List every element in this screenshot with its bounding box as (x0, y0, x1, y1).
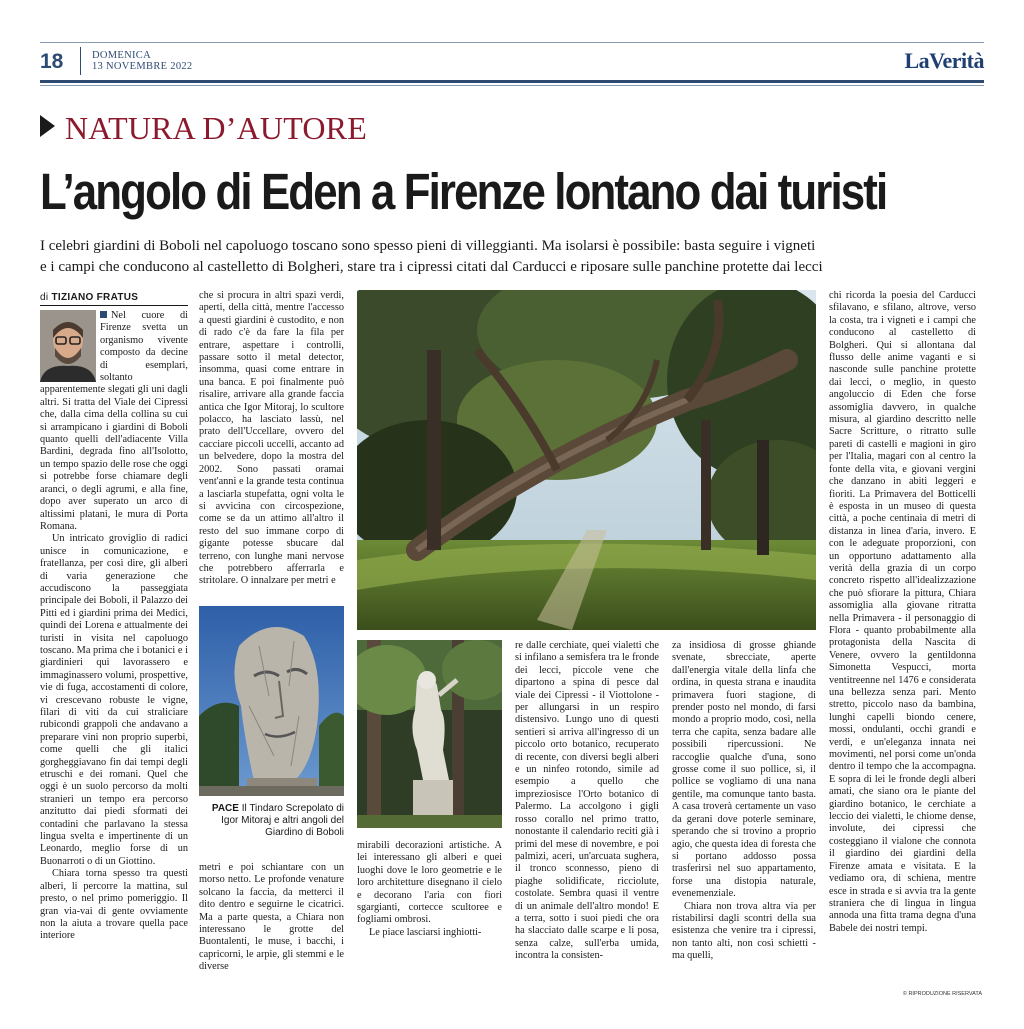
paragraph: mirabili decorazioni artistiche. A lei interessano gli alberi e quei luoghi dove le loro geometrie e le loro architetture disegnano il cielo e decorano l'aria con fiori sgargianti, cortecce scultoree e fogliami ombrosi. (357, 840, 502, 926)
paragraph: chi ricorda la poesia del Carducci sfilavano, e sfilano, altrove, verso la costa, tra i vigneti e i campi che conducono al castelletto di Bolgheri. Qui si allontana dal flusso delle anime vaganti e si nasconde sulle panchine protette dai lecci, o meglio, in questo angoluccio di Eden che forse assomiglia davvero, in qualche misura, al giardino descritto nelle Sacre Scritture, o ritratto sulle pareti di castelli e magioni in giro per l'Italia, magari con al centro la fonte della vita, e giovani vergini che danzano in abiti leggeri e fioriti. La Primavera del Botticelli è esposta in un museo di questa città, a poche centinaia di metri di distanza in linea d'aria, invero. E con le adeguate proporzioni, con un opportuno adattamento alla verità della grazia di un corpo concreto rispetto all'idealizzazione che può sfiorare la pittura, Chiara assomiglia alla giovane ritratta nella Primavera - il personaggio di Flora - quanto probabilmente alla protagonista della Nascita di Venere, ovvero la gentildonna Simonetta Vespucci, morta ventitreenne nel 1476 e considerata una bellezza senza pari. Mento stretto, piccolo naso da bambina, lunghi capelli biondo cenere, mossi, ondulanti, occhi grandi e verdi, e un'eleganza innata nei movimenti, nel porsi come un'onda dentro il tempo che la accompagna. E sopra di lei le fronde degli alberi amati, che siano ora le piante del giardino botanico, le cerchiate a leccio dei vialetti, le chiome dense, involute, dei cipressi che costeggiano il vialone che connota il giardino dei giardini della Firenze amata e visitata. E la vediamo ora, di schiena, mentre esce in strada e si avvia tra la gente straniera che di lingua in lingua annoda una fitta trama degna d'una Babele dei nostri tempi. (829, 290, 976, 934)
paragraph: Le piace lasciarsi inghiotti- (369, 926, 482, 938)
article-column-2 (199, 290, 344, 597)
newspaper-logo[interactable] (904, 48, 984, 74)
paragraph: re dalle cerchiate, quei vialetti che si infilano a semisfera tra le fronde dei lecci, piccole vene che dipartono a spina di pesce dal viale dei Cipressi - il Viottolone - per allungarsi in un respiro distensivo. Lungo uno di questi sentieri si arriva all'ingresso di un piccolo orto botanico, recuperato di recente, con diversi begli alberi e un ninfeo rotondo, simile ad esempio a quello che impreziosisce l'Orto botanico di Palermo. La accolgono i gigli rosso corallo nel primo tratto, nonostante il calendario reciti già i primi del mese di novembre, e poi palmizi, aceri, un'arcuata sughera, il tronco sconnesso, pieno di piaghe solidificate, ricciolute, costolate. Sembra quasi il ventre di un animale dell'altro mondo! E a terra, sotto i suoi piedi che ora ha slacciato dalle scarpe e li posa, senza calze, sull'erba umida, incontra la consisten- (515, 640, 659, 962)
article-column-4 (515, 640, 659, 985)
header-bottom-rule-thin (40, 85, 984, 86)
article-column-5 (672, 640, 816, 985)
deck (40, 236, 984, 278)
paragraph: Chiara torna spesso tra questi alberi, li percorre la mattina, sul presto, o nel primo pomeriggio. Il gran via-vai di gente ovviamente non la aiuta a trovare quella pace interiore (40, 868, 188, 942)
paragraph: Nel cuore di Firenze svetta un organismo vivente composto da decine di esemplari, soltanto apparentemente slegati gli uni dagli altri. Si tratta del Viale dei Cipressi che, dalla cima della collina su cui si arrampicano i giardini di Boboli quanto quelli dell'adiacente Villa Bardini, degrada fino all'Isolotto, un tempo spazio delle rose che oggi si potrebbe forse chiamare degli aranci, o degli agrumi, e alla fine, dopo aver superato un arco di altissimi platani, le mura di Porta Romana. (40, 310, 188, 532)
logo-la: La (904, 48, 930, 73)
header-separator (80, 47, 81, 75)
issue-day: 13 NOVEMBRE 2022 (92, 61, 193, 72)
paragraph: za insidiosa di grosse ghiande svenate, sbrecciate, aperte dall'energia vitale della linfa che ordina, in questa strana e inaudita primavera fuori stagione, di prender posto nel mondo, di farsi mondo a proprio modo, così, nella terra che capita, senza badare alle possibili ripercussioni. Ne raccoglie qualche d'una, sono grosse come il suo pollice, sì, il pollice se vogliamo di una nana gentile, ma comunque tanto basta. A casa troverà certamente un vaso da gerani dove poterle seminare, sperando che si trovino a proprio agio, che questa idea di foresta che si portano addosso possa trasferirsi nel suo appartamento, forse una distopia naturale, evenemenziale. (672, 640, 816, 900)
garden-trees-illustration (357, 290, 816, 630)
headline: L’angolo di Eden a Firenze lontano dai turisti (40, 163, 887, 220)
page-number: 18 (40, 50, 64, 73)
byline-author: TIZIANO FRATUS (51, 292, 139, 303)
header-top-rule (40, 42, 984, 43)
statue-photo (357, 640, 502, 828)
mitoraj-head-illustration (199, 606, 344, 796)
main-tree-photo (357, 290, 816, 630)
bullet-square-icon (100, 311, 107, 318)
deck-line-1: I celebri giardini di Boboli nel capoluogo toscano sono spesso pieni di villeggianti. Ma isolarsi è possibile: basta seguire i vigneti (40, 238, 816, 254)
section-label (40, 110, 367, 147)
byline-rule (40, 305, 188, 306)
caption-text: Il Tindaro Screpolato di Igor Mitoraj e altri angoli del Giardino di Boboli (221, 803, 344, 838)
paragraph: Chiara non trova altra via per ristabilirsi dagli scontri della sua esistenza che venire tra i cipressi, non tanto alti, non così schietti - ma quelli, (672, 900, 816, 962)
byline-prefix: di (40, 292, 52, 303)
caption-bold: PACE (211, 803, 239, 814)
byline (40, 292, 138, 303)
paragraph: Un intricato groviglio di radici unisce in comunicazione, e fratellanza, per così dire, gli alberi di varia generazione che accudiscono la passeggiata principale dei Boboli, il Palazzo dei Pitti ed i giardini prima dei Medici, quindi dei Lorena e attualmente dei turisti in visita nel capoluogo toscano. Ma prima che i botanici e i giardinieri qui lavorassero e immaginassero volumi, prospettive, vie di fuga, accostamenti di colore, vi crescevano robuste le vigne, filari di viti da cui straliciare rubicondi grappoli che andavano a preparare vini non proprio superbi, come quelli che gli italici gorgheggiavano fin dai tempi degli etruschi e dei romani. Quel che oggi è un suolo percorso da molti stranieri un tempo era percorso anzitutto dai piedi sformati dei contadini che parlavano la stessa lingua svelta e impertinente di un Leonardo, meglio forse di un Buonarroti o di un Giottino. (40, 533, 188, 867)
article-column-3 (357, 840, 502, 985)
statue-illustration (357, 640, 502, 828)
issue-date (92, 50, 192, 72)
logo-verita: Verità (929, 48, 984, 73)
photo-caption (199, 803, 344, 839)
paragraph: metri e poi schiantare con un morso netto. Le profonde venature solcano la faccia, da metterci il dito dentro e seguirne le cicatrici. Ma a parte questa, a Chiara non interessano le grotte del Buontalenti, le muse, i bacchi, i capricorni, le arpie, gli stemmi e le diverse (199, 862, 344, 973)
article-column-2-continued (199, 862, 344, 984)
triangle-arrow-icon (40, 115, 55, 137)
header-bottom-rule (40, 80, 984, 83)
sculpture-photo (199, 606, 344, 796)
article-column-6 (829, 290, 976, 985)
reproduction-note: © RIPRODUZIONE RISERVATA (902, 991, 982, 997)
portrait-spacer (40, 310, 100, 384)
paragraph: che si procura in altri spazi verdi, aperti, della città, mentre l'accesso a questi giardini è custodito, e non di rado c'è da fare la fila per entrare, aspettare i controlli, passare sotto il metal detector, insomma, quasi come entrare in una banca. E poi finalmente può risalire, arrivare alla grande faccia antica che Igor Mitoraj, lo scultore polacco, ha lasciato lassù, nel prato dell'Uccellare, ovvero del cacciare piccoli uccelli, accanto ad un belvedere, dopo la mostra del 2002. Sono passati oramai vent'anni e la grande testa continua a lasciarla stupefatta, ogni volta le si avvicina con circospezione, come se da un attimo all'altro il resto del suo immane corpo di gigante potesse sbucare dal terreno, con lunghe mani nervose che potrebbero afferrarla e stritolare. O innalzare per metri e (199, 290, 344, 587)
section-label-text: NATURA D’AUTORE (65, 110, 367, 146)
issue-weekday: DOMENICA (92, 50, 151, 61)
deck-line-2: e i campi che conducono al castelletto di Bolgheri, stare tra i cipressi citati dal Carducci e riposare sulle panchine protette dai lecci (40, 259, 823, 275)
article-column-1 (40, 310, 188, 985)
